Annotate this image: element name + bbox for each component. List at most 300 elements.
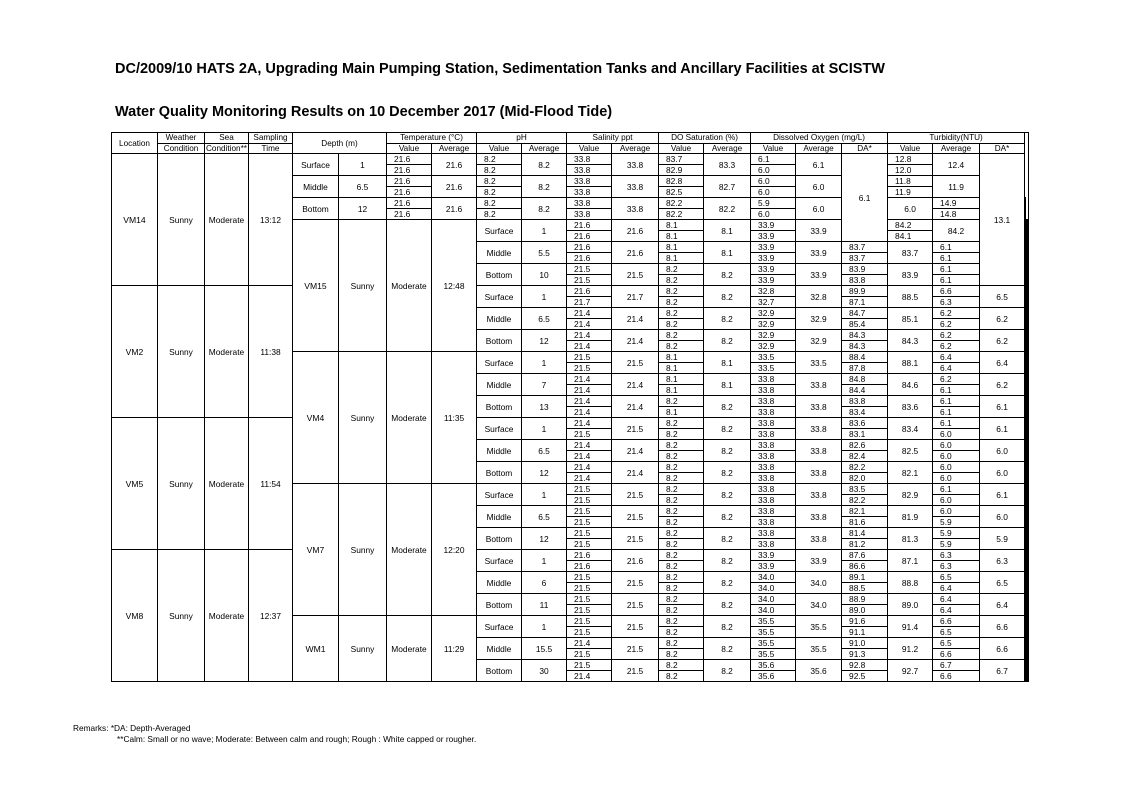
cell-turbidity-average xyxy=(1026,506,1027,528)
cell-turbidity-average: 11.9 xyxy=(933,176,980,198)
cell-ph-value: 8.2 xyxy=(659,429,704,440)
cell-dosat-value: 83.5 xyxy=(842,484,888,495)
cell-turbidity-da xyxy=(1028,352,1029,484)
cell-dosat-value: 92.8 xyxy=(842,660,888,671)
cell-temp-value: 21.5 xyxy=(567,517,612,528)
cell-turbidity-value: 12.8 xyxy=(888,154,933,165)
cell-location: VM7 xyxy=(293,484,339,616)
cell-turbidity-value: 11.9 xyxy=(888,187,933,198)
cell-turbidity-value: 14.8 xyxy=(933,209,980,220)
cell-temp-average: 21.5 xyxy=(612,528,659,550)
cell-temp-value: 21.5 xyxy=(567,506,612,517)
cell-weather: Sunny xyxy=(339,352,387,484)
header-depth: Depth (m) xyxy=(293,133,387,154)
cell-salinity-value: 33.8 xyxy=(567,209,612,220)
cell-temp-value: 21.5 xyxy=(567,616,612,627)
cell-temp-value: 21.6 xyxy=(387,187,432,198)
cell-do-value: 6.3 xyxy=(933,550,980,561)
cell-dosat-value: 86.6 xyxy=(842,561,888,572)
report-subtitle: Water Quality Monitoring Results on 10 December 2017 (Mid-Flood Tide) xyxy=(115,104,613,120)
cell-depth-m: 6 xyxy=(522,572,567,594)
cell-depth-layer: Bottom xyxy=(477,462,522,484)
cell-dosat-average: 83.4 xyxy=(888,418,933,440)
cell-do-value: 6.1 xyxy=(933,253,980,264)
cell-salinity-value: 33.8 xyxy=(751,462,796,473)
cell-salinity-average: 34.0 xyxy=(796,572,842,594)
cell-do-value: 6.2 xyxy=(933,330,980,341)
header-sea: Sea xyxy=(205,133,249,144)
cell-do-value: 6.6 xyxy=(933,671,980,682)
cell-salinity-average: 33.9 xyxy=(796,550,842,572)
cell-ph-average: 8.2 xyxy=(704,396,751,418)
cell-dosat-average: 88.1 xyxy=(888,352,933,374)
cell-dosat-average: 82.5 xyxy=(888,440,933,462)
cell-dosat-value: 85.4 xyxy=(842,319,888,330)
cell-turbidity-average xyxy=(1026,572,1027,594)
cell-ph-value: 8.1 xyxy=(659,220,704,231)
cell-dosat-average: 87.1 xyxy=(888,550,933,572)
cell-ph-average: 8.2 xyxy=(522,198,567,220)
cell-dosat-value: 91.0 xyxy=(842,638,888,649)
cell-dosat-average: 83.6 xyxy=(888,396,933,418)
cell-dosat-value: 82.1 xyxy=(842,506,888,517)
cell-ph-value: 8.1 xyxy=(659,363,704,374)
cell-salinity-value: 33.8 xyxy=(751,429,796,440)
cell-dosat-value: 87.8 xyxy=(842,363,888,374)
cell-temp-value: 21.5 xyxy=(567,539,612,550)
cell-salinity-average: 33.8 xyxy=(796,528,842,550)
cell-ph-average: 8.2 xyxy=(704,308,751,330)
cell-temp-value: 21.5 xyxy=(567,275,612,286)
cell-temp-value: 21.4 xyxy=(567,330,612,341)
cell-sampling-time: 11:35 xyxy=(432,352,477,484)
cell-weather: Sunny xyxy=(158,550,205,682)
cell-turbidity-value: 14.9 xyxy=(933,198,980,209)
cell-dosat-average: 88.5 xyxy=(888,286,933,308)
cell-do-value: 6.2 xyxy=(933,374,980,385)
cell-dosat-average: 91.4 xyxy=(888,616,933,638)
cell-temp-average: 21.7 xyxy=(612,286,659,308)
cell-depth-layer: Surface xyxy=(477,550,522,572)
cell-do-value: 6.4 xyxy=(933,363,980,374)
cell-temp-value: 21.7 xyxy=(567,297,612,308)
cell-do-average: 6.3 xyxy=(980,550,1025,572)
header-weather: Weather xyxy=(158,133,205,144)
cell-salinity-value: 34.0 xyxy=(751,583,796,594)
cell-depth-m: 11 xyxy=(522,594,567,616)
cell-ph-value: 8.2 xyxy=(477,187,522,198)
cell-salinity-average: 33.8 xyxy=(796,484,842,506)
cell-dosat-value: 89.9 xyxy=(842,286,888,297)
cell-do-value: 6.3 xyxy=(933,561,980,572)
header-dosat-value: Value xyxy=(659,143,704,154)
cell-do-average: 6.1 xyxy=(980,418,1025,440)
cell-dosat-value: 87.1 xyxy=(842,297,888,308)
cell-do-value: 6.0 xyxy=(933,429,980,440)
cell-temp-value: 21.4 xyxy=(567,671,612,682)
cell-ph-value: 8.2 xyxy=(659,583,704,594)
cell-ph-average: 8.2 xyxy=(704,616,751,638)
cell-dosat-value: 91.6 xyxy=(842,616,888,627)
header-dissolved-oxygen: Dissolved Oxygen (mg/L) xyxy=(751,133,888,144)
cell-salinity-value: 33.8 xyxy=(751,385,796,396)
cell-temp-average: 21.6 xyxy=(432,198,477,220)
remarks-label: Remarks: xyxy=(73,723,109,733)
cell-depth-m: 12 xyxy=(522,528,567,550)
cell-salinity-value: 33.8 xyxy=(751,473,796,484)
header-salinity-value: Value xyxy=(567,143,612,154)
cell-dosat-average: 89.0 xyxy=(888,594,933,616)
cell-turbidity-average xyxy=(1027,528,1028,550)
cell-dosat-value: 83.9 xyxy=(842,264,888,275)
cell-salinity-value: 33.5 xyxy=(751,363,796,374)
cell-salinity-value: 32.9 xyxy=(751,308,796,319)
cell-temp-average: 21.5 xyxy=(612,572,659,594)
cell-temp-value: 21.5 xyxy=(567,627,612,638)
header-sampling-time: Time xyxy=(249,143,293,154)
cell-temp-value: 21.5 xyxy=(567,605,612,616)
cell-ph-value: 8.2 xyxy=(659,627,704,638)
cell-ph-value: 8.2 xyxy=(477,154,522,165)
cell-do-average: 6.2 xyxy=(980,374,1025,396)
cell-ph-average: 8.2 xyxy=(704,418,751,440)
cell-ph-average: 8.2 xyxy=(704,264,751,286)
cell-do-average: 6.5 xyxy=(980,286,1025,308)
cell-turbidity-da: 13.1 xyxy=(980,154,1025,286)
cell-dosat-average: 84.6 xyxy=(888,374,933,396)
cell-salinity-average: 35.5 xyxy=(796,616,842,638)
cell-do-value: 6.5 xyxy=(933,627,980,638)
cell-depth-m: 6.5 xyxy=(522,506,567,528)
cell-dosat-average: 83.3 xyxy=(704,154,751,176)
cell-salinity-value: 33.8 xyxy=(751,440,796,451)
cell-salinity-average: 32.9 xyxy=(796,330,842,352)
header-ph-value: Value xyxy=(477,143,522,154)
cell-temp-average: 21.6 xyxy=(612,242,659,264)
cell-depth-m: 6.5 xyxy=(522,440,567,462)
cell-do-value: 6.4 xyxy=(933,352,980,363)
cell-temp-value: 21.6 xyxy=(387,209,432,220)
cell-temp-average: 21.5 xyxy=(612,506,659,528)
cell-temp-value: 21.5 xyxy=(567,528,612,539)
cell-salinity-value: 33.8 xyxy=(751,418,796,429)
cell-turbidity-average xyxy=(1026,440,1027,462)
cell-ph-average: 8.2 xyxy=(522,176,567,198)
cell-weather: Sunny xyxy=(339,484,387,616)
cell-turbidity-value: 11.8 xyxy=(888,176,933,187)
cell-temp-value: 21.6 xyxy=(567,231,612,242)
cell-temp-value: 21.5 xyxy=(567,495,612,506)
cell-weather: Sunny xyxy=(158,418,205,550)
cell-turbidity-value: 12.0 xyxy=(888,165,933,176)
header-location: Location xyxy=(112,133,158,154)
cell-ph-value: 8.2 xyxy=(659,616,704,627)
cell-sampling-time: 11:38 xyxy=(249,286,293,418)
cell-ph-value: 8.2 xyxy=(659,594,704,605)
cell-ph-value: 8.1 xyxy=(659,385,704,396)
cell-ph-value: 8.2 xyxy=(659,517,704,528)
cell-temp-value: 21.6 xyxy=(387,198,432,209)
cell-depth-m: 6.5 xyxy=(522,308,567,330)
cell-dosat-value: 89.1 xyxy=(842,572,888,583)
cell-do-average: 6.2 xyxy=(980,330,1025,352)
cell-temp-value: 21.6 xyxy=(567,561,612,572)
cell-salinity-average: 35.5 xyxy=(796,638,842,660)
cell-dosat-value: 82.0 xyxy=(842,473,888,484)
report-title: DC/2009/10 HATS 2A, Upgrading Main Pumping Station, Sedimentation Tanks and Ancillary Facilities at SCISTW xyxy=(115,61,885,77)
cell-ph-value: 8.2 xyxy=(659,418,704,429)
cell-do-value: 6.0 xyxy=(933,440,980,451)
cell-temp-value: 21.4 xyxy=(567,418,612,429)
cell-dosat-value: 92.5 xyxy=(842,671,888,682)
cell-sampling-time: 11:54 xyxy=(249,418,293,550)
header-sea-condition: Condition** xyxy=(206,143,247,153)
cell-temp-value: 21.4 xyxy=(567,341,612,352)
cell-do-value: 6.4 xyxy=(933,583,980,594)
cell-sampling-time: 12:20 xyxy=(432,484,477,616)
cell-dosat-value: 83.1 xyxy=(842,429,888,440)
cell-ph-average: 8.2 xyxy=(704,638,751,660)
cell-dosat-value: 84.3 xyxy=(842,341,888,352)
cell-do-average: 6.1 xyxy=(796,154,842,176)
cell-dosat-average: 85.1 xyxy=(888,308,933,330)
cell-ph-average: 8.2 xyxy=(704,484,751,506)
cell-do-value: 6.0 xyxy=(751,187,796,198)
cell-dosat-average: 82.7 xyxy=(704,176,751,198)
header-do-value: Value xyxy=(751,143,796,154)
cell-ph-value: 8.1 xyxy=(659,253,704,264)
cell-temp-average: 21.5 xyxy=(612,594,659,616)
cell-ph-average: 8.2 xyxy=(704,462,751,484)
cell-depth-layer: Surface xyxy=(477,352,522,374)
cell-do-average: 6.2 xyxy=(980,308,1025,330)
cell-sampling-time: 13:12 xyxy=(249,154,293,286)
cell-sea-condition: Moderate xyxy=(205,154,249,286)
cell-location: VM8 xyxy=(112,550,158,682)
cell-temp-value: 21.4 xyxy=(567,308,612,319)
cell-temp-value: 21.6 xyxy=(387,154,432,165)
cell-ph-value: 8.2 xyxy=(477,198,522,209)
cell-ph-value: 8.2 xyxy=(659,451,704,462)
cell-depth-layer: Middle xyxy=(293,176,339,198)
cell-salinity-average: 33.9 xyxy=(796,220,842,242)
cell-ph-value: 8.2 xyxy=(659,528,704,539)
cell-ph-average: 8.2 xyxy=(704,528,751,550)
cell-depth-layer: Middle xyxy=(477,572,522,594)
cell-dosat-value: 83.7 xyxy=(659,154,704,165)
cell-do-value: 6.0 xyxy=(933,473,980,484)
cell-do-value: 6.1 xyxy=(933,275,980,286)
table-row xyxy=(112,418,1029,429)
cell-temp-value: 21.5 xyxy=(567,363,612,374)
cell-temp-value: 21.5 xyxy=(567,264,612,275)
cell-turbidity-da xyxy=(1028,220,1029,352)
cell-temp-value: 21.5 xyxy=(567,484,612,495)
cell-salinity-average: 33.8 xyxy=(612,154,659,176)
cell-depth-layer: Middle xyxy=(477,638,522,660)
cell-temp-value: 21.4 xyxy=(567,396,612,407)
cell-salinity-value: 33.8 xyxy=(567,165,612,176)
cell-location: VM5 xyxy=(112,418,158,550)
cell-do-value: 6.1 xyxy=(933,396,980,407)
cell-ph-average: 8.2 xyxy=(704,572,751,594)
cell-dosat-value: 83.6 xyxy=(842,418,888,429)
header-turbidity-average: Average xyxy=(933,143,980,154)
header-do-average: Average xyxy=(796,143,842,154)
cell-ph-average: 8.2 xyxy=(704,330,751,352)
cell-do-average: 6.0 xyxy=(980,462,1025,484)
cell-dosat-value: 84.3 xyxy=(842,330,888,341)
cell-ph-average: 8.1 xyxy=(704,242,751,264)
cell-temp-average: 21.5 xyxy=(612,352,659,374)
cell-do-average: 6.5 xyxy=(980,572,1025,594)
cell-ph-average: 8.2 xyxy=(704,286,751,308)
cell-ph-value: 8.2 xyxy=(477,209,522,220)
cell-temp-average: 21.5 xyxy=(612,638,659,660)
cell-do-average: 6.6 xyxy=(980,638,1025,660)
cell-salinity-value: 35.6 xyxy=(751,660,796,671)
cell-dosat-value: 88.9 xyxy=(842,594,888,605)
header-turbidity-value: Value xyxy=(888,143,933,154)
cell-depth-layer: Surface xyxy=(477,286,522,308)
cell-ph-value: 8.1 xyxy=(659,407,704,418)
cell-do-value: 6.5 xyxy=(933,638,980,649)
cell-ph-average: 8.1 xyxy=(704,352,751,374)
cell-dosat-value: 81.4 xyxy=(842,528,888,539)
cell-temp-value: 21.4 xyxy=(567,319,612,330)
cell-depth-layer: Bottom xyxy=(477,528,522,550)
cell-dosat-value: 88.5 xyxy=(842,583,888,594)
cell-ph-average: 8.1 xyxy=(704,374,751,396)
cell-turbidity-value xyxy=(1025,297,1026,308)
cell-do-average: 6.0 xyxy=(796,198,842,220)
cell-salinity-average: 33.8 xyxy=(796,462,842,484)
cell-depth-m: 1 xyxy=(522,220,567,242)
cell-depth-m: 1 xyxy=(339,154,387,176)
cell-turbidity-da xyxy=(1028,616,1029,682)
cell-depth-m: 7 xyxy=(522,374,567,396)
cell-salinity-value: 32.7 xyxy=(751,297,796,308)
cell-weather: Sunny xyxy=(158,286,205,418)
cell-salinity-average: 33.8 xyxy=(796,396,842,418)
remarks xyxy=(73,723,477,744)
cell-do-da-surface-middle: 6.1 xyxy=(842,154,888,242)
cell-do-value: 6.6 xyxy=(933,616,980,627)
header-turbidity-da: DA* xyxy=(980,143,1025,154)
cell-dosat-value: 91.1 xyxy=(842,627,888,638)
cell-ph-value: 8.2 xyxy=(659,275,704,286)
cell-temp-value: 21.6 xyxy=(567,253,612,264)
cell-location: VM15 xyxy=(293,220,339,352)
cell-salinity-average: 33.9 xyxy=(796,242,842,264)
cell-salinity-value: 33.5 xyxy=(751,352,796,363)
cell-salinity-value: 35.5 xyxy=(751,638,796,649)
cell-temp-value: 21.5 xyxy=(567,660,612,671)
cell-dosat-value: 82.2 xyxy=(659,209,704,220)
cell-depth-m: 1 xyxy=(522,616,567,638)
cell-temp-value: 21.4 xyxy=(567,638,612,649)
cell-do-value: 6.0 xyxy=(933,495,980,506)
cell-salinity-value: 32.9 xyxy=(751,341,796,352)
cell-dosat-value: 84.2 xyxy=(888,220,933,231)
cell-ph-value: 8.2 xyxy=(659,495,704,506)
water-quality-table xyxy=(111,132,1029,682)
cell-depth-layer: Bottom xyxy=(293,198,339,220)
cell-salinity-value: 32.8 xyxy=(751,286,796,297)
cell-dosat-average: 92.7 xyxy=(888,660,933,682)
cell-salinity-value: 34.0 xyxy=(751,605,796,616)
cell-dosat-average: 88.8 xyxy=(888,572,933,594)
cell-salinity-value: 33.9 xyxy=(751,220,796,231)
table-body xyxy=(112,154,1029,682)
cell-dosat-average: 82.2 xyxy=(704,198,751,220)
cell-dosat-value: 83.8 xyxy=(842,275,888,286)
cell-ph-value: 8.2 xyxy=(659,440,704,451)
cell-salinity-value: 33.8 xyxy=(751,506,796,517)
cell-location: WM1 xyxy=(293,616,339,682)
cell-salinity-value: 33.9 xyxy=(751,275,796,286)
cell-ph-value: 8.2 xyxy=(659,330,704,341)
cell-do-value: 6.0 xyxy=(751,176,796,187)
cell-do-average: 6.6 xyxy=(980,616,1025,638)
cell-depth-layer: Surface xyxy=(477,418,522,440)
cell-salinity-value: 33.8 xyxy=(751,528,796,539)
cell-do-value: 6.1 xyxy=(933,242,980,253)
cell-salinity-average: 32.9 xyxy=(796,308,842,330)
cell-depth-layer: Surface xyxy=(293,154,339,176)
cell-salinity-average: 33.8 xyxy=(796,418,842,440)
cell-temp-value: 21.4 xyxy=(567,473,612,484)
cell-depth-m: 30 xyxy=(522,660,567,682)
cell-depth-layer: Middle xyxy=(477,308,522,330)
cell-do-average: 6.4 xyxy=(980,594,1025,616)
cell-temp-average: 21.5 xyxy=(612,616,659,638)
cell-ph-value: 8.2 xyxy=(659,506,704,517)
cell-do-value: 6.7 xyxy=(933,660,980,671)
cell-temp-value: 21.4 xyxy=(567,451,612,462)
cell-turbidity-da xyxy=(1028,484,1029,616)
cell-do-average: 6.1 xyxy=(980,484,1025,506)
cell-sampling-time: 11:29 xyxy=(432,616,477,682)
cell-temp-average: 21.5 xyxy=(612,484,659,506)
cell-do-value: 5.9 xyxy=(933,539,980,550)
cell-dosat-average: 81.3 xyxy=(888,528,933,550)
cell-salinity-value: 33.8 xyxy=(567,198,612,209)
cell-salinity-average: 33.8 xyxy=(796,506,842,528)
cell-temp-value: 21.4 xyxy=(567,462,612,473)
cell-dosat-value: 84.8 xyxy=(842,374,888,385)
cell-location: VM4 xyxy=(293,352,339,484)
cell-ph-average: 8.2 xyxy=(522,154,567,176)
cell-ph-value: 8.2 xyxy=(659,297,704,308)
cell-depth-layer: Middle xyxy=(477,374,522,396)
cell-depth-layer: Surface xyxy=(477,220,522,242)
cell-dosat-value: 82.2 xyxy=(842,462,888,473)
cell-salinity-value: 33.8 xyxy=(751,484,796,495)
cell-do-value: 6.1 xyxy=(933,264,980,275)
cell-do-average: 6.1 xyxy=(980,396,1025,418)
header-ph: pH xyxy=(477,133,567,144)
cell-dosat-value: 81.6 xyxy=(842,517,888,528)
cell-depth-m: 1 xyxy=(522,352,567,374)
cell-ph-value: 8.2 xyxy=(659,462,704,473)
cell-dosat-average: 81.9 xyxy=(888,506,933,528)
cell-temp-average: 21.4 xyxy=(612,462,659,484)
cell-salinity-value: 33.8 xyxy=(751,396,796,407)
cell-sea-condition: Moderate xyxy=(387,352,432,484)
cell-salinity-value: 33.8 xyxy=(751,451,796,462)
cell-temp-value: 21.5 xyxy=(567,429,612,440)
